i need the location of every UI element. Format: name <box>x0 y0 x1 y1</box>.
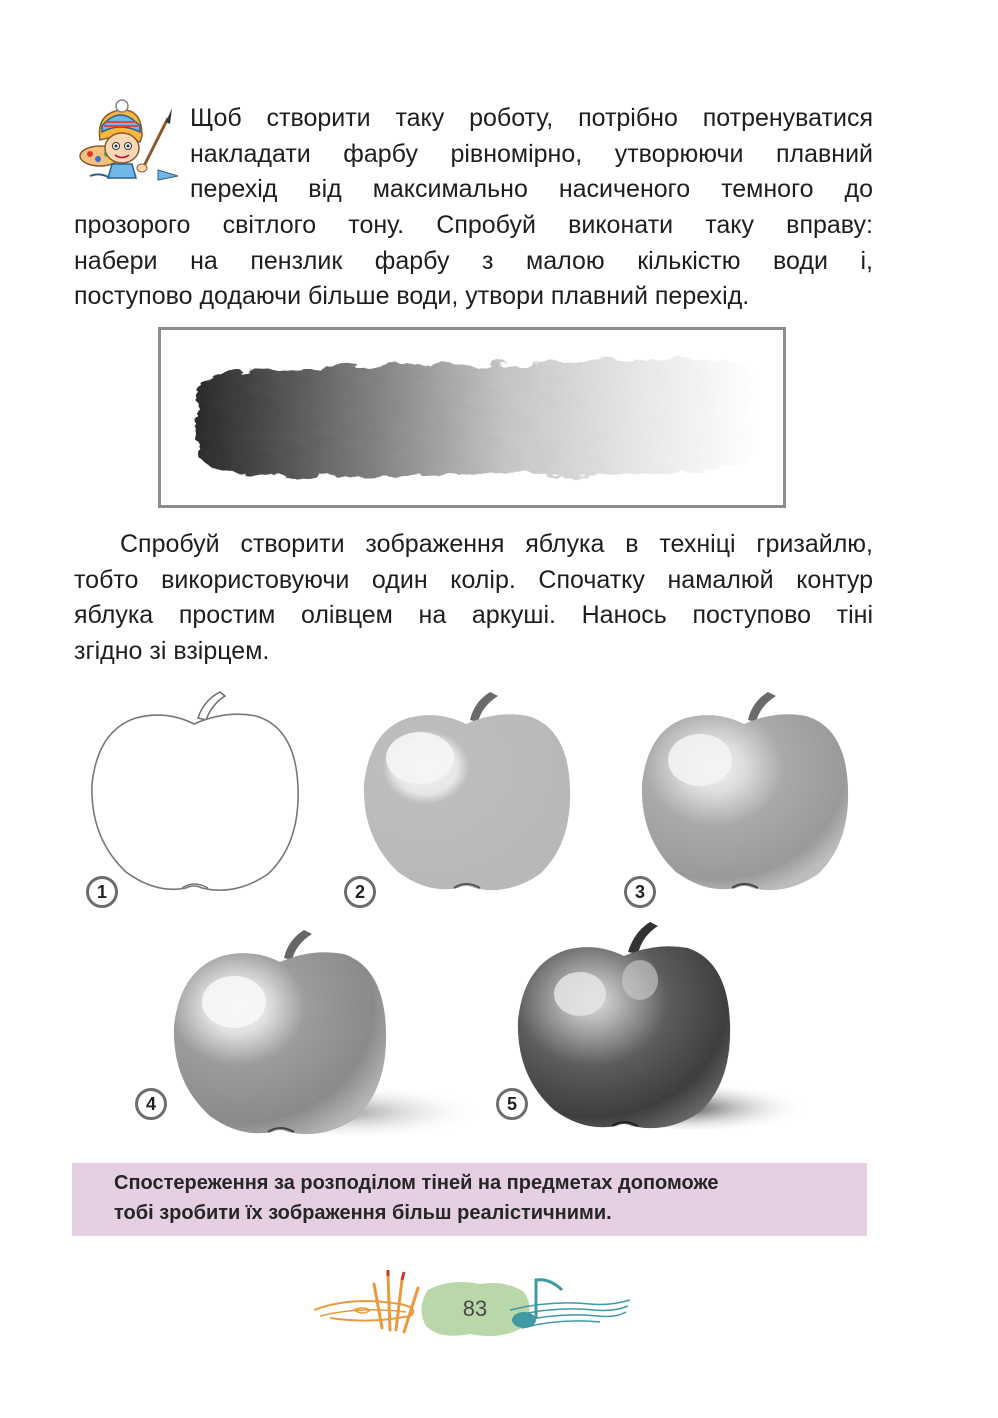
apple-step-3-mid-shading <box>636 688 856 900</box>
task-line: згідно зі взірцем. <box>74 636 270 665</box>
intro-paragraph-bottom <box>74 208 873 315</box>
step-badge-4: 4 <box>135 1088 167 1120</box>
ink-gradient-example-frame <box>158 327 786 508</box>
artist-child-icon <box>70 96 182 184</box>
intro-line: Щоб створити таку роботу, потрібно потренуватися <box>190 104 873 132</box>
apple-step-5-final <box>510 916 820 1146</box>
note-line: тобі зробити їх зображення більш реалістичними. <box>114 1202 612 1224</box>
apple-step-1-outline <box>86 688 306 900</box>
apple-step-2-light-shading <box>358 688 578 900</box>
task-line: тобто використовуючи один колір. Спочатку намалюй контур <box>74 565 873 594</box>
intro-line: поступово додаючи більше води, утвори плавний перехід. <box>74 282 750 310</box>
task-line: яблука простим олівцем на аркуші. Нанось поступово тіні <box>74 601 873 629</box>
intro-line: накладати фарбу рівномірно, утворюючи плавний <box>190 139 873 168</box>
intro-line: набери на пензлик фарбу з малою кількістю води і, <box>74 246 873 275</box>
task-line: Спробуй створити зображення яблука в техніці гризайлю, <box>120 530 873 558</box>
step-badge-3: 3 <box>624 876 656 908</box>
intro-paragraph-top <box>190 101 873 208</box>
intro-line: перехід від максимально насиченого темного до <box>190 175 873 203</box>
ink-gradient-stroke <box>161 330 783 505</box>
apple-step-4-deep-shading <box>166 926 496 1150</box>
step-badge-5: 5 <box>496 1088 528 1120</box>
intro-line: прозорого світлого тону. Спробуй виконати таку вправу: <box>74 211 873 239</box>
observation-note <box>72 1163 867 1236</box>
note-line: Спостереження за розподілом тіней на предметах допоможе <box>114 1172 719 1194</box>
task-paragraph <box>74 527 873 669</box>
page-number: 83 <box>462 1296 488 1321</box>
step-badge-1: 1 <box>86 876 118 908</box>
step-badge-2: 2 <box>344 876 376 908</box>
